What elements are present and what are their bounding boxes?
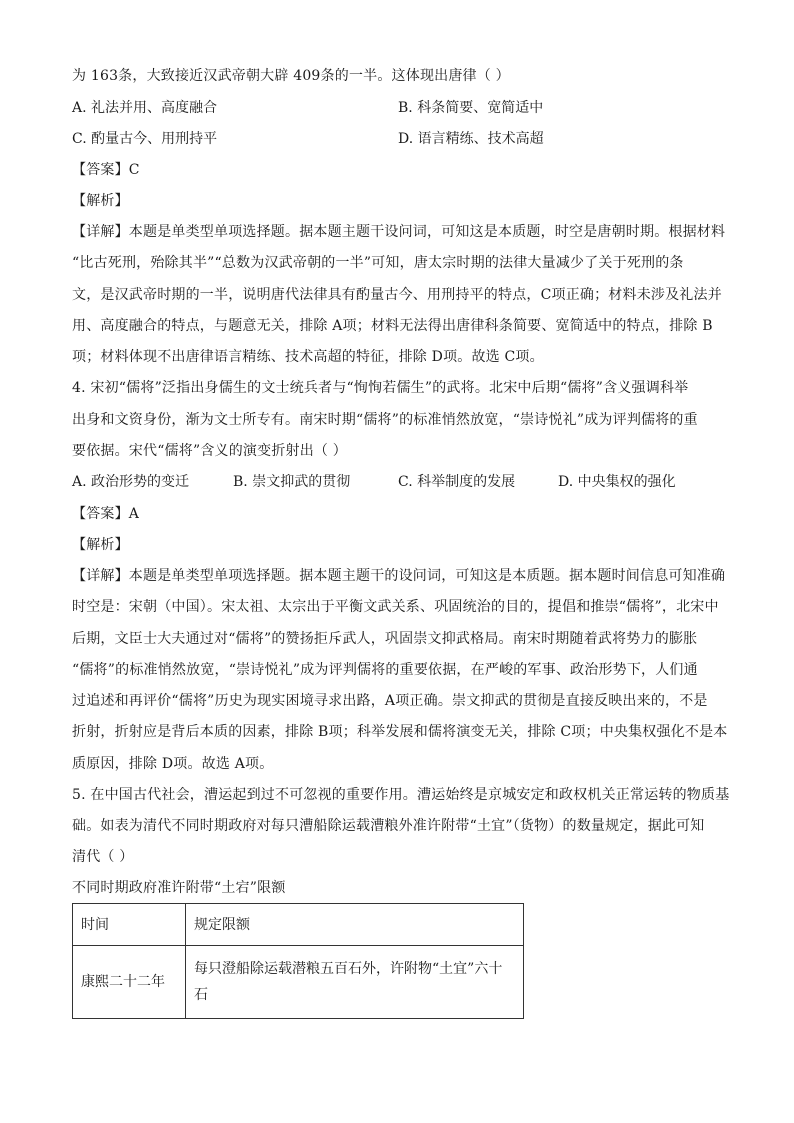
q3-detail-line: 【详解】本题是单类型单项选择题。据本题主题干设问词，可知这是本质题，时空是唐朝时期。根据材料 [72, 224, 726, 240]
q4-stem-line: 4. 宋初“儒将”泛指出身儒生的文士统兵者与“恂恂若儒生”的武将。北宋中后期“儒将”含义强调科举 [72, 380, 689, 396]
q4-detail-line: 时空是：宋朝（中国）。宋太祖、太宗出于平衡文武关系、巩固统治的目的，提倡和推崇“儒将”，北宋中 [72, 599, 719, 615]
q4-option-c: C. 科举制度的发展 [398, 474, 516, 490]
q3-answer: 【答案】C [72, 162, 140, 178]
q4-option-b: B. 崇文抑武的贯彻 [233, 474, 351, 490]
q4-analysis-heading: 【解析】 [72, 537, 129, 553]
table-cell: 康熙二十二年 [73, 946, 186, 1019]
q4-option-d: D. 中央集权的强化 [558, 474, 676, 490]
q3-option-d: D. 语言精练、技术高超 [398, 131, 544, 147]
q5-stem-line: 5. 在中国古代社会，漕运起到过不可忽视的重要作用。漕运始终是京城安定和政权机关正常运转的物质基 [72, 787, 730, 803]
q3-detail-line: “比古死刑，殆除其半”“总数为汉武帝朝的一半”可知，唐太宗时期的法律大量减少了关于死刑的条 [72, 255, 684, 271]
q4-stem-line: 要依据。宋代“儒将”含义的演变折射出（ ） [72, 443, 347, 459]
q4-detail-line: 过追述和再评价“儒将”历史为现实困境寻求出路，A项正确。崇文抑武的贯彻是直接反映出来的，不是 [72, 693, 708, 709]
q4-detail-line: “儒将”的标准悄然放宽，“崇诗悦礼”成为评判儒将的重要依据，在严峻的军事、政治形势下，人们通 [72, 662, 698, 678]
q4-detail-line: 后期，文臣士大夫通过对“儒将”的赞扬拒斥武人，巩固崇文抑武格局。南宋时期随着武将势力的膨胀 [72, 631, 698, 647]
table-header-row [73, 904, 524, 946]
q4-stem-line: 出身和文资身份，渐为文士所专有。南宋时期“儒将”的标准悄然放宽，“崇诗悦礼”成为评判儒将的重 [72, 412, 698, 428]
table-row [73, 946, 524, 1019]
q3-analysis-heading: 【解析】 [72, 193, 129, 209]
table-header-cell: 时间 [73, 904, 186, 946]
q3-detail-line: 文，是汉武帝时期的一半，说明唐代法律具有酌量古今、用刑持平的特点，C项正确；材料未涉及礼法并 [72, 287, 722, 303]
q4-detail-line: 折射，折射应是背后本质的因素，排除 B项；科举发展和儒将演变无关，排除 C项；中央集权强化不是本 [72, 724, 728, 740]
q4-detail-line: 【详解】本题是单类型单项选择题。据本题主题干的设问词，可知这是本质题。据本题时间信息可知准确 [72, 568, 726, 584]
q5-table-caption: 不同时期政府准许附带“土宕”限额 [72, 880, 286, 896]
q3-detail-line: 项；材料体现不出唐律语言精练、技术高超的特征，排除 D项。故选 C项。 [72, 349, 544, 365]
q5-stem-line: 础。如表为清代不同时期政府对每只漕船除运载漕粮外准许附带“土宜”（货物）的数量规定，据此可知 [72, 818, 705, 834]
q3-stem: 为 163条，大致接近汉武帝朝大辟 409条的一半。这体现出唐律（ ） [72, 68, 510, 84]
q4-option-a: A. 政治形势的变迁 [72, 474, 190, 490]
table-header-cell: 规定限额 [186, 904, 524, 946]
table-cell: 每只澄船除运载潜粮五百石外，许附物“土宜”六十石 [186, 946, 524, 1019]
q5-stem-line: 清代（ ） [72, 849, 134, 865]
q3-detail-line: 用、高度融合的特点，与题意无关，排除 A项；材料无法得出唐律科条简要、宽简适中的特点，排除 B [72, 318, 713, 334]
q5-table [72, 903, 524, 1019]
q4-answer: 【答案】A [72, 506, 140, 522]
q4-detail-line: 质原因，排除 D项。故选 A项。 [72, 756, 274, 772]
q3-option-b: B. 科条简要、宽简适中 [398, 100, 544, 116]
q3-option-c: C. 酌量古今、用刑持平 [72, 131, 218, 147]
q3-option-a: A. 礼法并用、高度融合 [72, 100, 218, 116]
